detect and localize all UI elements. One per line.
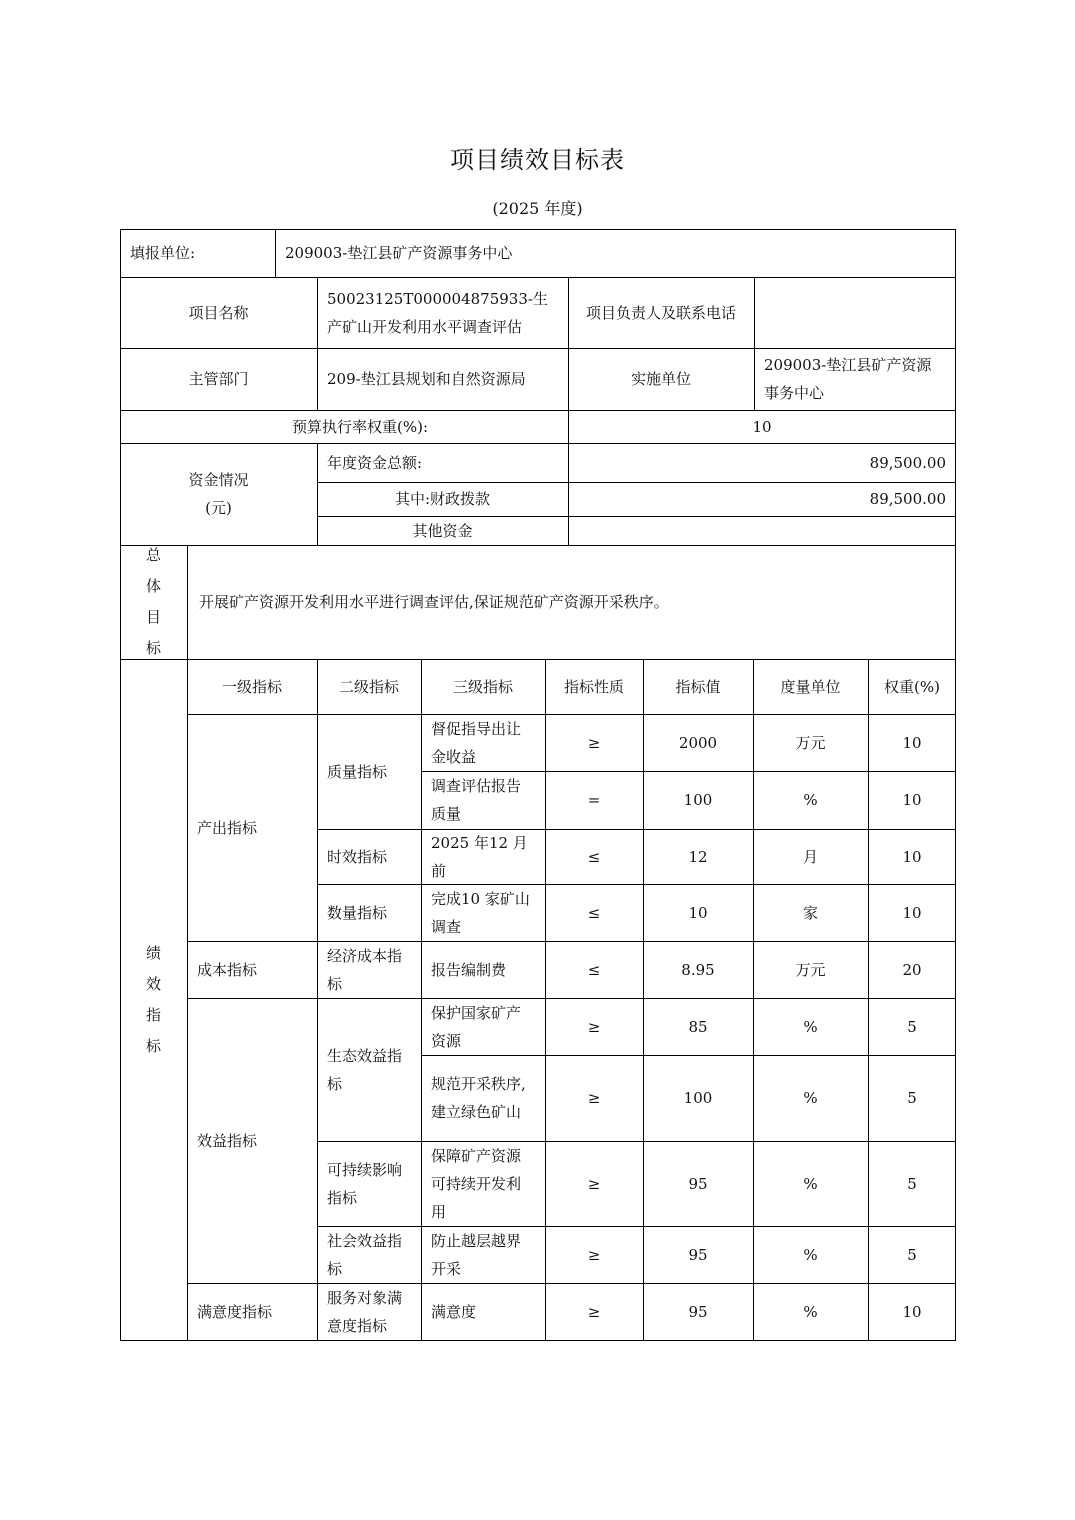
value-cell: 10	[688, 903, 708, 922]
funds-label: 资金情况	[188, 471, 249, 489]
weight-cell: 5	[907, 1089, 917, 1107]
weight-cell: 10	[902, 1302, 922, 1321]
column-header: 度量单位	[780, 677, 841, 696]
level3-cell: 督促指导出让金收益	[431, 719, 522, 766]
column-header: 一级指标	[221, 677, 282, 696]
goal-label-char: 体	[145, 577, 161, 595]
goal-label-char: 标	[145, 639, 161, 657]
level3-cell: 报告编制费	[431, 960, 507, 979]
nature-cell: ≤	[587, 960, 601, 979]
weight-cell: 5	[907, 1245, 917, 1264]
column-header: 指标性质	[563, 677, 624, 696]
value-cell: 100	[683, 791, 713, 809]
funds-label-cell	[120, 443, 317, 545]
level3-cell: 满意度	[431, 1302, 477, 1321]
level3-cell: 保护国家矿产资源	[431, 1003, 522, 1050]
funds-fiscal-label: 其中:财政拨款	[394, 490, 491, 508]
column-header: 权重(%)	[884, 677, 940, 696]
value-cell: 95	[688, 1302, 708, 1321]
nature-cell: ≤	[587, 903, 601, 922]
unit-cell: %	[803, 1174, 818, 1193]
funds-other-value	[568, 516, 956, 545]
value-cell: 8.95	[681, 960, 715, 979]
unit-value: 209003-垫江县矿产资源事务中心	[285, 244, 513, 262]
nature-cell: ≥	[587, 733, 601, 752]
unit-cell: 家	[802, 903, 818, 922]
column-header: 指标值	[675, 677, 721, 696]
unit-cell: %	[803, 791, 818, 809]
level2-cell: 可持续影响指标	[327, 1160, 403, 1207]
weight-cell: 5	[907, 1174, 917, 1193]
level3-cell: 保障矿产资源可持续开发利用	[431, 1146, 522, 1221]
funds-fiscal-value: 89,500.00	[869, 490, 946, 508]
unit-cell: %	[803, 1017, 818, 1036]
performance-label	[120, 659, 187, 1341]
level2-cell: 服务对象满意度指标	[327, 1288, 403, 1335]
border-bottom	[120, 1340, 956, 1341]
unit-cell: 万元	[795, 960, 826, 979]
nature-cell: ≥	[587, 1174, 601, 1193]
value-cell: 2000	[678, 733, 718, 752]
level2-cell: 社会效益指标	[327, 1231, 403, 1278]
dept-label: 主管部门	[188, 370, 249, 388]
performance-label-char: 绩	[145, 944, 161, 962]
performance-label-char: 效	[145, 975, 161, 993]
nature-cell: ≥	[587, 1302, 601, 1321]
weight-cell: 10	[902, 847, 922, 866]
weight-cell: 5	[907, 1017, 917, 1036]
nature-cell: ≥	[587, 1245, 601, 1264]
value-cell: 95	[688, 1245, 708, 1264]
weight-cell: 20	[902, 960, 922, 979]
weight-cell: 10	[902, 903, 922, 922]
unit-label: 填报单位:	[130, 244, 196, 262]
contact-label: 项目负责人及联系电话	[585, 303, 736, 322]
page-title: 项目绩效目标表	[450, 146, 625, 174]
level3-cell: 2025 年12 月前	[431, 833, 528, 880]
funds-other-label: 其他资金	[412, 521, 473, 540]
level2-cell: 生态效益指标	[327, 1046, 403, 1093]
weight-cell: 10	[902, 791, 922, 809]
impl-value: 209003-垫江县矿产资源事务中心	[764, 356, 932, 402]
project-name-value: 50023125T000004875933-生产矿山开发利用水平调查评估	[327, 289, 548, 336]
funds-total-label: 年度资金总额:	[327, 453, 423, 472]
dept-value: 209-垫江县规划和自然资源局	[327, 370, 526, 388]
level2-cell: 经济成本指标	[327, 946, 403, 993]
value-cell: 85	[688, 1017, 708, 1036]
goal-text: 开展矿产资源开发利用水平进行调查评估,保证规范矿产资源开采秩序。	[199, 593, 669, 611]
performance-label-char: 指	[145, 1006, 161, 1024]
goal-label-char: 目	[145, 608, 161, 626]
level3-cell: 防止越层越界开采	[431, 1231, 522, 1278]
funds-total-value: 89,500.00	[869, 453, 946, 472]
level2-cell: 数量指标	[327, 903, 388, 922]
unit-cell: %	[803, 1089, 818, 1107]
performance-goal-form	[120, 229, 956, 1341]
level3-cell: 规范开采秩序,建立绿色矿山	[431, 1075, 526, 1121]
nature-cell: ≥	[587, 1089, 601, 1107]
level2-cell: 时效指标	[327, 847, 388, 866]
impl-label: 实施单位	[630, 370, 691, 388]
unit-cell: %	[803, 1245, 818, 1264]
weight-cell: 10	[902, 733, 922, 752]
level1-cell: 满意度指标	[197, 1302, 273, 1321]
nature-cell: ≤	[587, 847, 601, 866]
level1-cell: 效益指标	[197, 1131, 258, 1150]
level2-cell: 质量指标	[327, 762, 388, 781]
value-cell: 95	[688, 1174, 708, 1193]
level3-cell: 调查评估报告质量	[431, 777, 522, 823]
level3-cell: 完成10 家矿山调查	[431, 889, 530, 936]
level1-cell: 成本指标	[197, 960, 258, 979]
budget-rate-label: 预算执行率权重(%):	[291, 417, 428, 436]
column-header: 二级指标	[338, 677, 399, 696]
unit-cell: 万元	[795, 733, 826, 752]
goal-label-char: 总	[145, 546, 161, 564]
column-header: 三级指标	[452, 677, 513, 696]
performance-label-char: 标	[145, 1037, 161, 1055]
unit-cell: %	[803, 1302, 818, 1321]
project-name-label: 项目名称	[188, 303, 249, 322]
nature-cell: =	[587, 791, 601, 809]
nature-cell: ≥	[587, 1017, 601, 1036]
page-subtitle: (2025 年度)	[492, 199, 583, 218]
unit-cell: 月	[802, 847, 818, 866]
budget-rate-value: 10	[752, 417, 772, 436]
value-cell: 12	[688, 847, 708, 866]
contact-value	[754, 277, 956, 348]
value-cell: 100	[683, 1089, 713, 1107]
funds-unit: (元)	[205, 499, 232, 517]
level1-cell: 产出指标	[197, 818, 258, 837]
goal-label	[120, 545, 187, 659]
